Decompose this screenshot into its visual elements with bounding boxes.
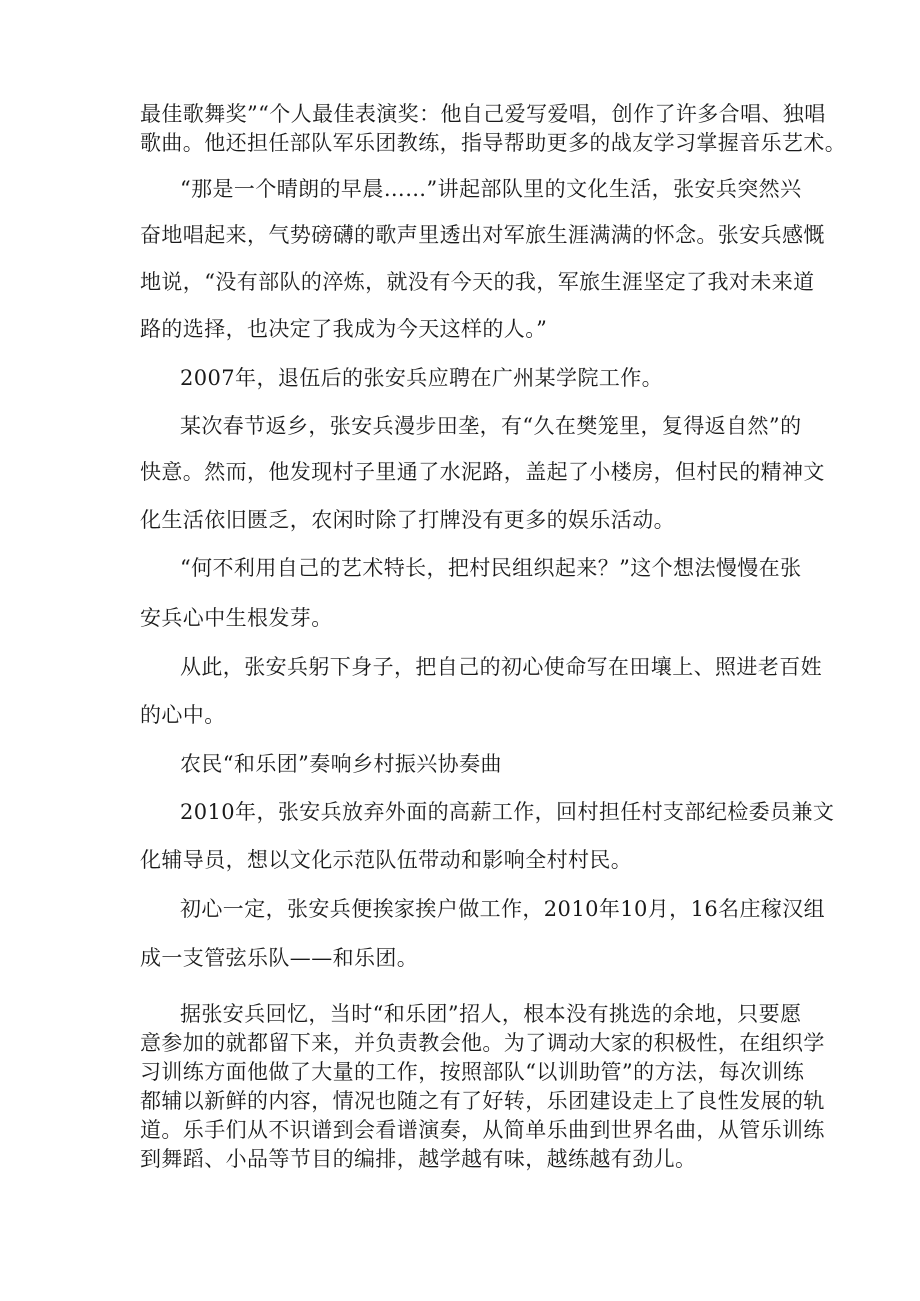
text-line: 据张安兵回忆，当时“和乐团”招人，根本没有挑选的余地，只要愿 [180, 1002, 802, 1026]
text-line: 习训练方面他做了大量的工作，按照部队“以训助管”的方法，每次训练 [140, 1060, 805, 1084]
text-line: 意参加的就都留下来，并负责教会他。为了调动大家的积极性，在组织学 [140, 1031, 825, 1055]
text-line: 安兵心中生根发芽。 [140, 606, 333, 630]
text-line: 化生活依旧匮乏，农闲时除了打牌没有更多的娱乐活动。 [140, 508, 675, 532]
text-line: 从此，张安兵躬下身子，把自己的初心使命写在田壤上、照进老百姓 [180, 655, 822, 679]
section-heading: 农民“和乐团”奏响乡村振兴协奏曲 [180, 752, 502, 776]
text-line: 最佳歌舞奖”“个人最佳表演奖：他自己爱写爱唱，创作了许多合唱、独唱 [140, 102, 826, 126]
text-line: 2007年，退伍后的张安兵应聘在广州某学院工作。 [180, 366, 664, 390]
text-line: 都辅以新鲜的内容，情况也随之有了好转，乐团建设走上了良性发展的轨 [140, 1089, 825, 1113]
text-line: 化辅导员，想以文化示范队伍带动和影响全村村民。 [140, 848, 633, 872]
text-line: 地说，“没有部队的淬炼，就没有今天的我，军旅生涯坚定了我对未来道 [140, 270, 815, 294]
text-line: 的心中。 [140, 703, 226, 727]
text-line: 奋地唱起来，气势磅礴的歌声里透出对军旅生涯满满的怀念。张安兵感慨 [140, 223, 825, 247]
text-line: “何不利用自己的艺术特长，把村民组织起来？”这个想法慢慢在张 [180, 556, 802, 580]
text-line: 2010年，张安兵放弃外面的高薪工作，回村担任村支部纪检委员兼文 [180, 800, 835, 824]
text-line: 歌曲。他还担任部队军乐团教练，指导帮助更多的战友学习掌握音乐艺术。 [140, 131, 847, 155]
text-line: 某次春节返乡，张安兵漫步田垄，有“久在樊笼里，复得返自然”的 [180, 414, 802, 438]
text-line: 路的选择，也决定了我成为今天这样的人。” [140, 317, 548, 341]
text-line: 道。乐手们从不识谱到会看谱演奏，从简单乐曲到世界名曲，从管乐训练 [140, 1118, 825, 1142]
text-line: 成一支管弦乐队——和乐团。 [140, 946, 419, 970]
text-line: “那是一个晴朗的早晨……”讲起部队里的文化生活，张安兵突然兴 [180, 177, 802, 201]
text-line: 到舞蹈、小品等节目的编排，越学越有味，越练越有劲儿。 [140, 1147, 697, 1171]
text-line: 快意。然而，他发现村子里通了水泥路，盖起了小楼房，但村民的精神文 [140, 460, 825, 484]
text-line: 初心一定，张安兵便挨家挨户做工作，2010年10月，16名庄稼汉组 [180, 897, 826, 921]
